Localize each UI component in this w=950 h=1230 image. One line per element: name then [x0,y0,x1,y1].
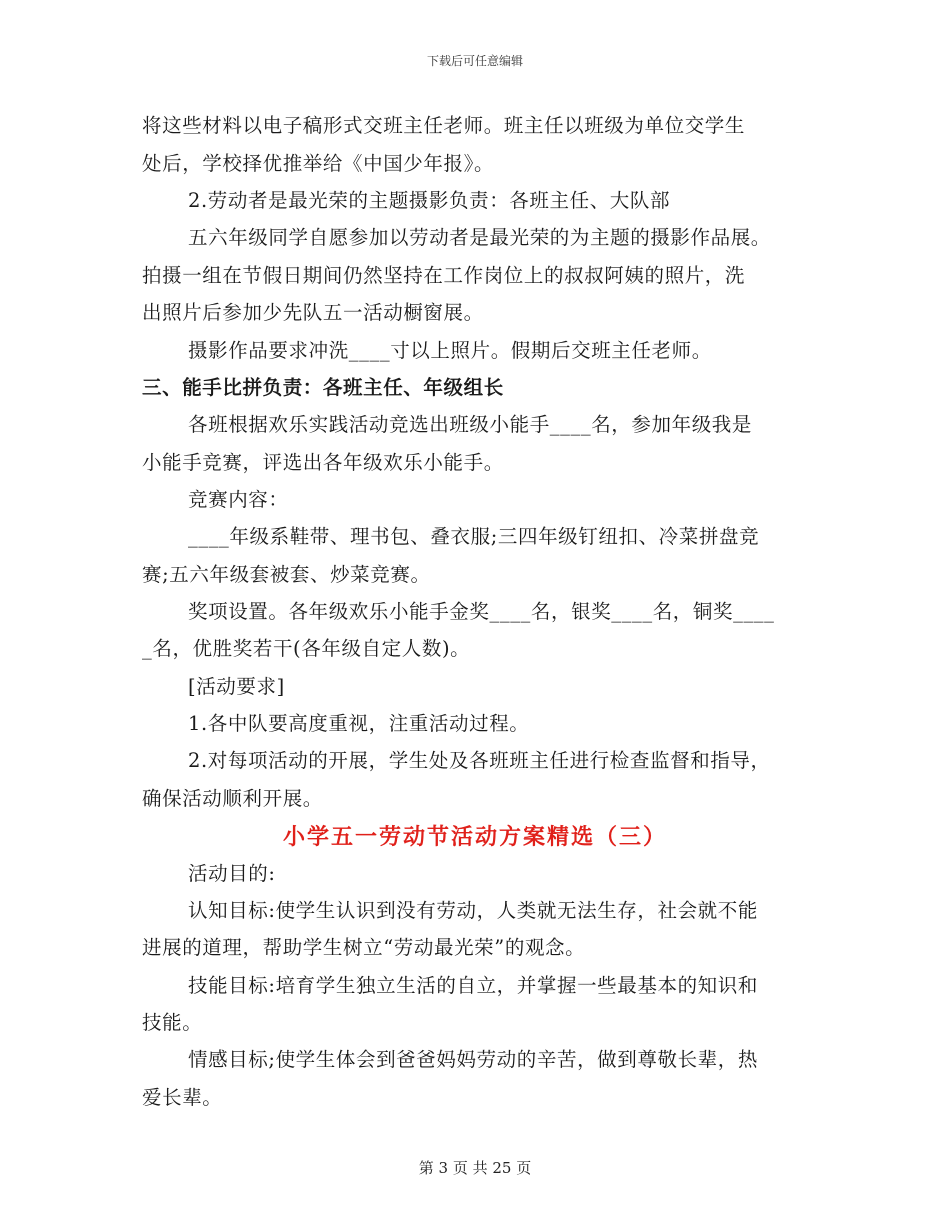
paragraph-line: 技能。 [142,1011,203,1034]
section-title: 小学五一劳动节活动方案精选（三） [282,825,667,850]
paragraph-line: 2.劳动者是最光荣的主题摄影负责：各班主任、大队部 [188,189,671,212]
paragraph-line: 进展的道理，帮助学生树立“劳动最光荣”的观念。 [142,936,586,959]
page-header: 下载后可任意编辑 [426,54,523,68]
paragraph-line: 1.各中队要高度重视，注重活动过程。 [188,712,530,735]
paragraph-line: 爱长辈。 [142,1086,223,1109]
paragraph-line: 情感目标;使学生体会到爸爸妈妈劳动的辛苦，做到尊敬长辈，热 [188,1048,758,1071]
paragraph-line: 将这些材料以电子稿形式交班主任老师。班主任以班级为单位交学生 [142,114,746,137]
paragraph-line: 小能手竞赛，评选出各年级欢乐小能手。 [142,451,504,474]
paragraph-line: 竞赛内容： [188,488,289,511]
page-footer: 第 3 页 共 25 页 [418,1159,532,1177]
paragraph-line: 奖项设置。各年级欢乐小能手金奖____名，银奖____名，铜奖____ [188,600,775,623]
paragraph-line: 技能目标:培育学生独立生活的自立，并掌握一些最基本的知识和 [188,974,758,997]
paragraph-line: 2.对每项活动的开展，学生处及各班班主任进行检查监督和指导， [188,749,771,772]
paragraph-line: 五六年级同学自愿参加以劳动者是最光荣的为主题的摄影作品展。 [188,226,771,249]
paragraph-line: 认知目标:使学生认识到没有劳动，人类就无法生存，社会就不能 [188,899,758,922]
paragraph-line: _名，优胜奖若干(各年级自定人数)。 [142,637,471,660]
paragraph-line: 处后，学校择优推举给《中国少年报》。 [142,152,495,175]
paragraph-line: 活动目的: [188,862,276,885]
paragraph-line: 出照片后参加少先队五一活动橱窗展。 [142,301,484,324]
paragraph-line: 拍摄一组在节假日期间仍然坚持在工作岗位上的叔叔阿姨的照片，洗 [142,264,746,287]
paragraph-line: ____年级系鞋带、理书包、叠衣服;三四年级钉纽扣、冷菜拼盘竞 [188,525,760,548]
paragraph-line: 各班根据欢乐实践活动竞选出班级小能手____名，参加年级我是 [188,413,753,436]
paragraph-line: 赛;五六年级套被套、炒菜竞赛。 [142,563,431,586]
paragraph-line: 摄影作品要求冲洗____寸以上照片。假期后交班主任老师。 [188,339,712,362]
paragraph-line: [活动要求] [188,675,285,698]
section-heading: 三、能手比拼负责：各班主任、年级组长 [142,376,504,399]
paragraph-line: 确保活动顺利开展。 [142,787,323,810]
